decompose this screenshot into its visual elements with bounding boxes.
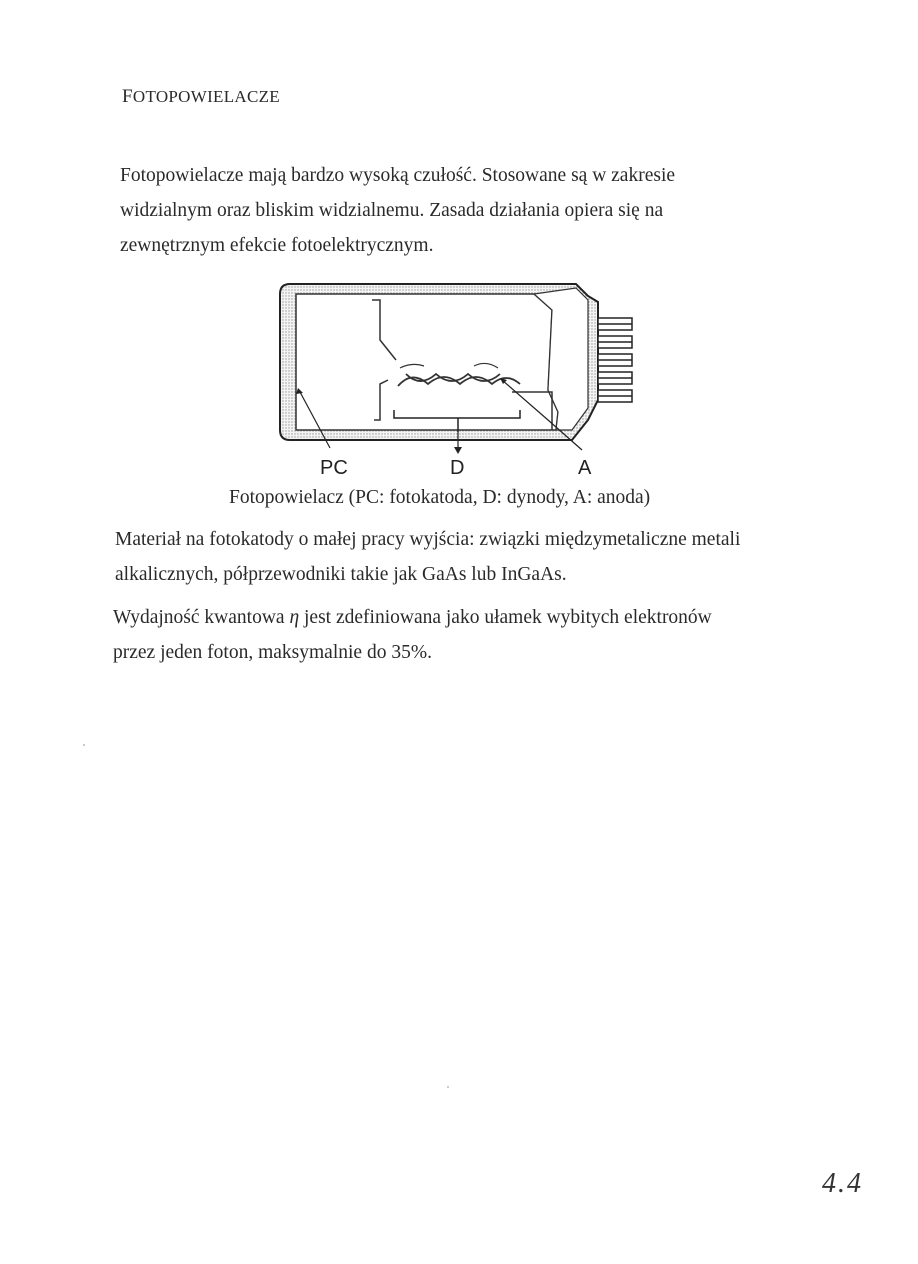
text-line: Wydajność kwantowa η jest zdefiniowana jako ułamek wybitych elektronów bbox=[113, 607, 712, 628]
text-line: przez jeden foton, maksymalnie do 35%. bbox=[113, 642, 432, 663]
pc-label: PC bbox=[320, 457, 348, 479]
figure-caption: Fotopowielacz (PC: fotokatoda, D: dynody, A: anoda) bbox=[229, 487, 651, 508]
photomultiplier-diagram bbox=[276, 280, 636, 480]
text-line: alkalicznych, półprzewodniki takie jak GaAs lub InGaAs. bbox=[115, 564, 567, 585]
page-number: 4.4 bbox=[822, 1168, 863, 1199]
text-line: Materiał na fotokatody o małej pracy wyjścia: związki międzymetaliczne metali bbox=[115, 529, 741, 550]
scan-speck bbox=[83, 744, 85, 746]
text-line: zewnętrznym efekcie fotoelektrycznym. bbox=[120, 235, 434, 256]
d-arrowhead bbox=[454, 447, 462, 454]
d-label: D bbox=[450, 457, 465, 479]
tube-cavity bbox=[296, 294, 558, 430]
a-label: A bbox=[578, 457, 592, 479]
scan-speck bbox=[447, 1086, 449, 1088]
material-paragraph bbox=[115, 522, 740, 592]
text-line: Fotopowielacze mają bardzo wysoką czułość. Stosowane są w zakresie bbox=[120, 165, 676, 186]
efficiency-paragraph bbox=[113, 600, 712, 670]
eta-symbol: η bbox=[289, 607, 300, 628]
text-line: widzialnym oraz bliskim widzialnemu. Zasada działania opiera się na bbox=[120, 200, 664, 221]
connector-pins bbox=[598, 318, 632, 402]
intro-paragraph bbox=[120, 158, 675, 263]
section-heading: FOTOPOWIELACZE bbox=[122, 86, 280, 107]
